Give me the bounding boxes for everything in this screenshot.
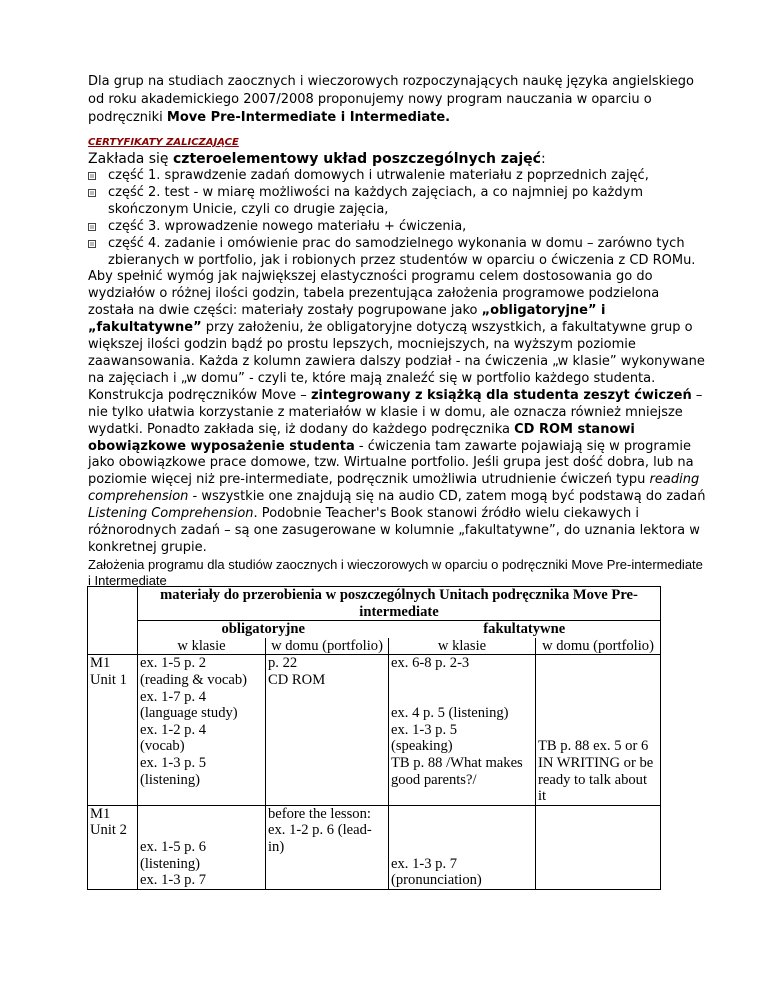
para1-bold: „obligatoryjne” i „fakultatywne” <box>88 303 606 336</box>
para2-text-c: – nie tylko ułatwia korzystanie z materiałów w klasie i w domu, ale oznacza również mniejsze wydatki. Ponadto zakłada się, iż dodany do każdego podręcznika <box>88 387 703 437</box>
list-item <box>88 236 708 270</box>
intro-paragraph <box>88 73 708 127</box>
intro-bold: Move Pre-Intermediate i Intermediate. <box>166 110 451 125</box>
checkbox-bullet-icon <box>88 172 96 180</box>
fk-domu-cell: TB p. 88 ex. 5 or 6 IN WRITING or be ready to talk about it <box>536 655 661 805</box>
list-item-text: część 2. test - w miarę możliwości na każdych zajęciach, a co najmniej po każdym skończonym Unicie, czyli co drugie zajęcia, <box>108 184 643 217</box>
intro-text: Dla grup na studiach zaocznych i wieczorowych rozpoczynających naukę języka angielskiego od roku akademickiego 2007/2008 proponujemy nowy program nauczania w oparciu o podręczniki <box>88 74 694 125</box>
list-item <box>88 219 708 236</box>
ob-domu-cell: p. 22 CD ROM <box>266 655 389 805</box>
fk-klasie-cell: ex. 1-3 p. 7 (pronunciation) <box>389 805 536 889</box>
list-item-text: część 1. sprawdzenie zadań domowych i utrwalenie materiału z poprzednich zajęć, <box>108 168 649 183</box>
para1-text-a: Aby spełnić wymóg jak największej elastyczności programu celem dostosowania go do wydziałów o różnej ilości godzin, tabela prezentująca założenia programowe podzielona została na dwie części: materiały zostały pogrupowane jako <box>88 269 660 319</box>
subheader-fk-klasie: w klasie <box>389 638 536 655</box>
table-caption: Założenia programu dla studiów zaocznych i wieczorowych w oparciu o podręczniki Move Pre-intermediate i Intermediate <box>88 556 703 588</box>
checkbox-bullet-icon <box>88 189 96 197</box>
fk-domu-cell <box>536 805 661 889</box>
checkbox-bullet-icon <box>88 223 96 231</box>
list-item <box>88 185 708 219</box>
para2-text-a: Konstrukcja podręczników Move – <box>88 387 311 403</box>
paragraph-elasticity <box>88 269 708 387</box>
bullet-list <box>88 168 708 269</box>
table-row <box>88 587 661 621</box>
table-row <box>88 621 661 638</box>
lead-bold: czteroelementowy układ poszczególnych zajęć <box>173 151 541 167</box>
para2-text-g: - wszystkie one znajdują się na audio CD, zatem mogą być podstawą do zadań <box>188 489 706 505</box>
para1-text-c: przy założeniu, że obligatoryjne dotyczą wszystkich, a fakultatywne grup o większej ilości godzin bądź po prostu lepszych, mocniejszych, na wyższym poziomie zaawansowania. Każda z kolumn zawiera dalszy podział - na ćwiczenia „w klasie” wykonywane na zajęciach i „w domu” - czyli te, które mają znaleźć się w portfolio każdego studenta. <box>88 320 705 386</box>
syllabus-table <box>87 586 661 890</box>
para2-bold-d: CD ROM stanowi obowiązkowe wyposażenie studenta <box>88 421 635 454</box>
lead-post: : <box>540 151 546 167</box>
list-item <box>88 168 708 185</box>
subheader-ob-klasie: w klasie <box>138 638 266 655</box>
ob-domu-cell: before the lesson: ex. 1-2 p. 6 (lead-in) <box>266 805 389 889</box>
para2-bold-b: zintegrowany z książką dla studenta zeszyt ćwiczeń <box>310 387 692 403</box>
unit-cell: M1 Unit 1 <box>88 655 138 805</box>
list-item-text: część 4. zadanie i omówienie prac do samodzielnego wykonania w domu – zarówno tych zbieranych w portfolio, jak i robionych przez studentów w oparciu o ćwiczenia z CD ROMu. <box>108 235 696 268</box>
header-obligatoryjne: obligatoryjne <box>138 621 389 638</box>
unit-cell: M1 Unit 2 <box>88 805 138 889</box>
list-item-text: część 3. wprowadzenie nowego materiału + ćwiczenia, <box>108 218 467 234</box>
lead-line <box>88 150 708 168</box>
document-body <box>88 150 708 589</box>
table-title: materiały do przerobienia w poszczególnych Unitach podręcznika Move Pre-intermediate <box>138 587 661 621</box>
ob-klasie-cell: ex. 1-5 p. 6 (listening) ex. 1-3 p. 7 <box>138 805 266 889</box>
table-corner-cell <box>88 587 138 655</box>
subheader-fk-domu: w domu (portfolio) <box>536 638 661 655</box>
subheader-ob-domu: w domu (portfolio) <box>266 638 389 655</box>
para2-text-e: - ćwiczenia tam zawarte pojawiają się w programie jako obowiązkowe prace domowe, tzw. Wirtualne portfolio. Jeśli grupa jest dość dobra, lub na poziomie więcej niż pre-intermediate, podręcznik umożliwia utrudnienie ćwiczeń typu <box>88 438 694 488</box>
fk-klasie-cell: ex. 6-8 p. 2-3 ex. 4 p. 5 (listening) ex. 1-3 p. 5 (speaking) TB p. 88 /What makes good parents?/ <box>389 655 536 805</box>
certyfikaty-link[interactable]: CERTYFIKATY ZALICZAJĄCE <box>88 137 239 148</box>
para2-text-i: . Podobnie Teacher's Book stanowi źródło wielu ciekawych i różnorodnych zadań – są one zasugerowane w kolumnie „fakultatywne”, do uznania lektora w konkretnej grupie. <box>88 506 700 555</box>
table-row <box>88 805 661 889</box>
para2-italic-h: Listening Comprehension <box>88 506 254 522</box>
header-fakultatywne: fakultatywne <box>389 621 661 638</box>
table-row <box>88 638 661 655</box>
lead-pre: Zakłada się <box>88 151 173 167</box>
checkbox-bullet-icon <box>88 240 96 248</box>
paragraph-construction <box>88 388 708 557</box>
ob-klasie-cell: ex. 1-5 p. 2 (reading & vocab) ex. 1-7 p. 4 (language study) ex. 1-2 p. 4 (vocab) ex. 1-3 p. 5 (listening) <box>138 655 266 805</box>
table-row <box>88 655 661 805</box>
para2-italic-f: reading comprehension <box>88 472 700 505</box>
